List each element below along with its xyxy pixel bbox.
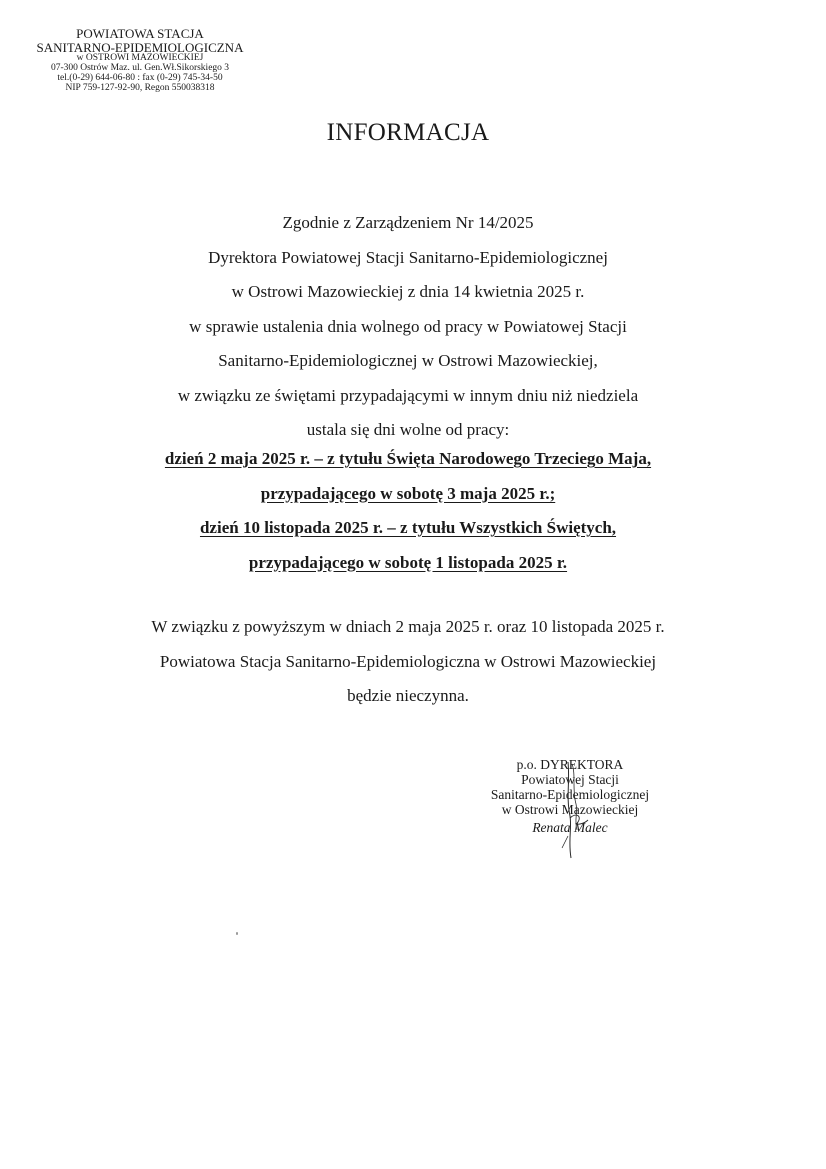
days-off-list bbox=[0, 446, 816, 584]
signature-line: w Ostrowi Mazowieckiej bbox=[501, 802, 639, 818]
body-line: Zgodnie z Zarządzeniem Nr 14/2025 bbox=[282, 213, 534, 232]
body-line: w Ostrowi Mazowieckiej z dnia 14 kwietnia 2025 r. bbox=[231, 282, 585, 301]
header-line-3: w OSTROWI MAZOWIECKIEJ bbox=[76, 53, 204, 64]
closing-line: Powiatowa Stacja Sanitarno-Epidemiologiczna w Ostrowi Mazowieckiej bbox=[159, 651, 657, 671]
signature-title: p.o. DYREKTORA bbox=[516, 757, 624, 772]
document-title: INFORMACJA bbox=[326, 119, 490, 146]
handwritten-signature bbox=[556, 760, 596, 860]
body-line: ustala się dni wolne od pracy: bbox=[306, 420, 510, 439]
body-line: w związku ze świętami przypadającymi w innym dniu niż niedziela bbox=[177, 385, 639, 405]
day-off-line: dzień 10 listopada 2025 r. – z tytułu Wszystkich Świętych, bbox=[199, 518, 617, 537]
signature-line: Powiatowej Stacji bbox=[521, 772, 619, 788]
closing-paragraph bbox=[0, 614, 816, 718]
header-address: 07-300 Ostrów Maz. ul. Gen.Wł.Sikorskiego 3 bbox=[50, 63, 230, 74]
header-phone-fax: tel.(0-29) 644-06-80 : fax (0-29) 745-34-50 bbox=[57, 73, 223, 84]
body-line: w sprawie ustalenia dnia wolnego od pracy w Powiatowej Stacji bbox=[189, 316, 627, 336]
day-off-line: dzień 2 maja 2025 r. – z tytułu Święta Narodowego Trzeciego Maja, bbox=[164, 449, 652, 468]
day-off-line: przypadającego w sobotę 3 maja 2025 r.; bbox=[260, 483, 556, 503]
header-nip-regon: NIP 759-127-92-90, Regon 550038318 bbox=[65, 83, 215, 94]
closing-line: W związku z powyższym w dniach 2 maja 2025 r. oraz 10 listopada 2025 r. bbox=[151, 617, 665, 636]
signature-line: Sanitarno-Epidemiologicznej bbox=[490, 787, 650, 803]
signatory-name: Renata Malec bbox=[532, 820, 608, 836]
header-line-1: POWIATOWA STACJA bbox=[76, 26, 204, 41]
header-line-2: SANITARNO-EPIDEMIOLOGICZNA bbox=[36, 39, 244, 55]
scan-speck bbox=[236, 932, 238, 935]
closing-line: będzie nieczynna. bbox=[347, 686, 469, 705]
institution-header bbox=[30, 27, 250, 94]
announcement-body bbox=[0, 210, 816, 452]
body-line: Dyrektora Powiatowej Stacji Sanitarno-Epidemiologicznej bbox=[208, 247, 608, 267]
day-off-line: przypadającego w sobotę 1 listopada 2025 r. bbox=[248, 552, 568, 572]
body-line: Sanitarno-Epidemiologicznej w Ostrowi Mazowieckiej, bbox=[218, 351, 598, 370]
